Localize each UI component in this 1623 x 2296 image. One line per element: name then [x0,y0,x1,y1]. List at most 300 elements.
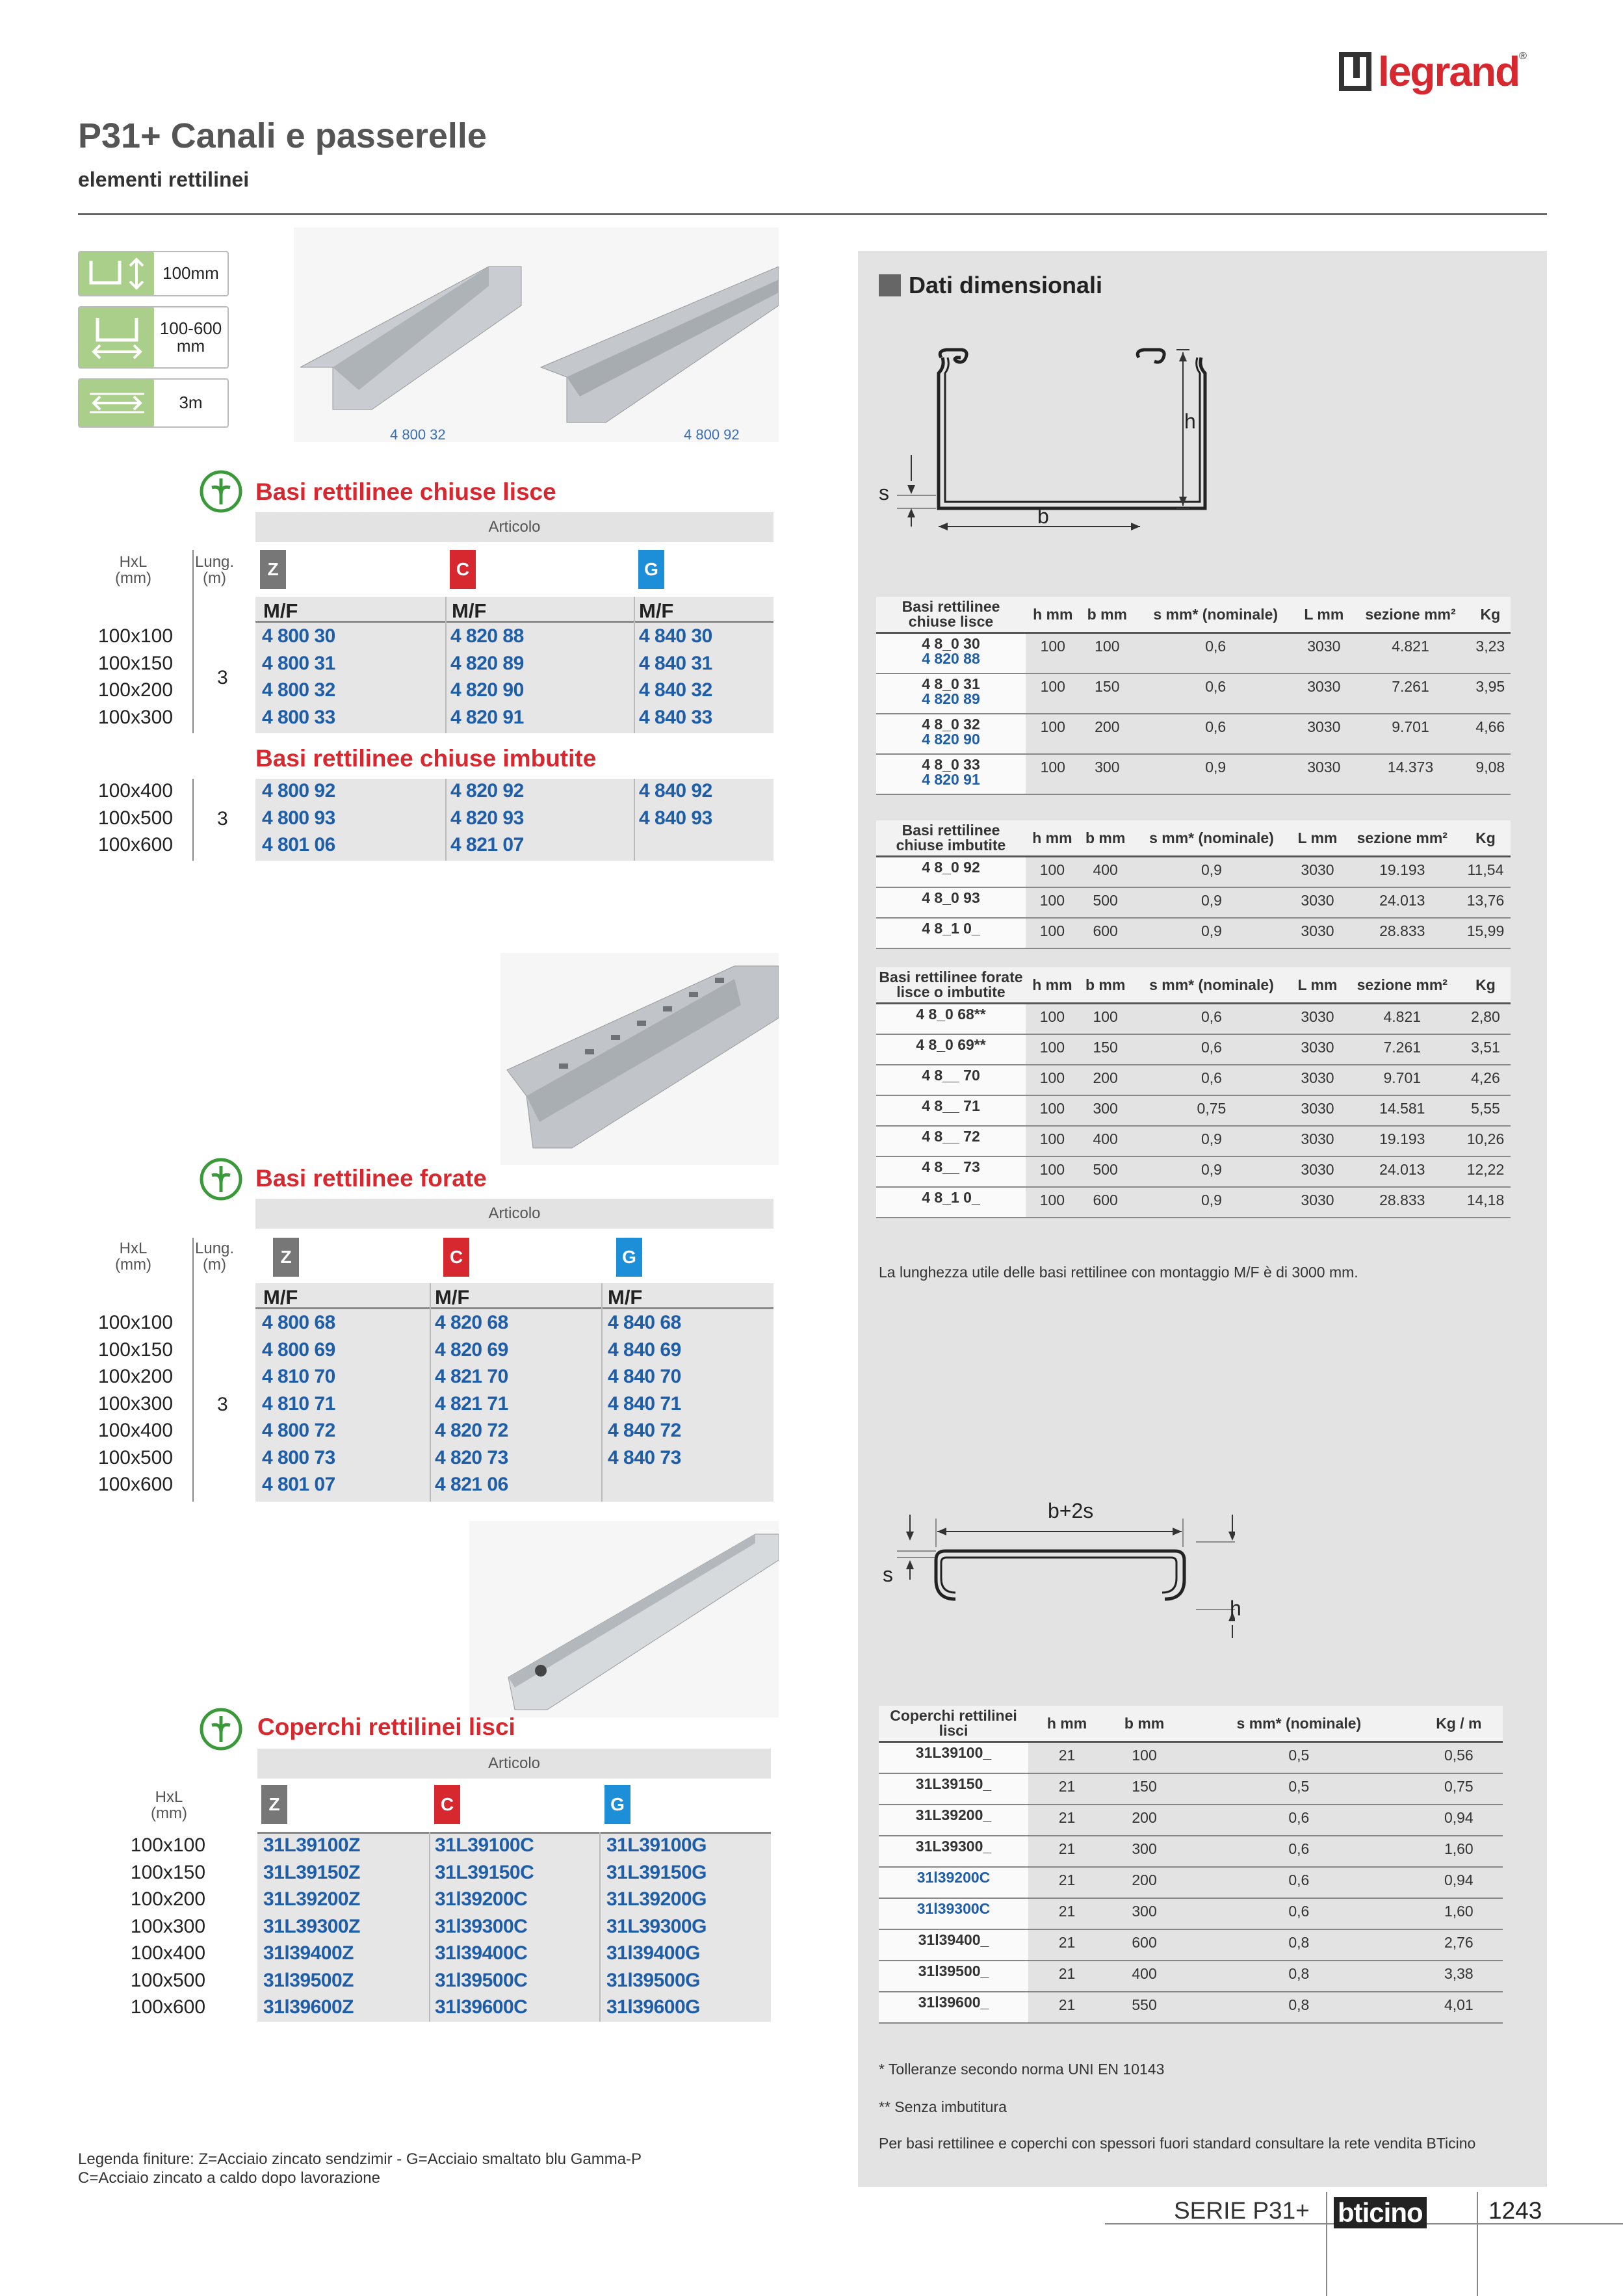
note-tolleranze: * Tolleranze secondo norma UNI EN 10143 [879,2061,1165,2078]
size-label: 100x100 [97,1312,173,1333]
row-key-code: 4 8_0 93 [922,889,980,906]
cell-l: 3030 [1291,1126,1344,1156]
size-label: 100x400 [97,780,173,802]
divider [192,550,194,733]
code-z: 4 800 33 [262,706,335,728]
size-label: 100x500 [130,1969,205,1991]
cell-sez: 28.833 [1344,918,1461,948]
length-spec [78,378,229,428]
row-key [876,754,1026,794]
cell-sez: 14.373 [1351,754,1470,794]
size-label: 100x400 [97,1420,173,1441]
table-row [879,1929,1503,1961]
row-key-code: 4 8_0 69** [916,1036,986,1053]
row-key-code: 31L39300_ [915,1837,992,1855]
code-z: 31L39200Z [263,1888,360,1910]
cell-kg: 2,76 [1415,1929,1503,1961]
code-c: 31L39100C [435,1834,534,1856]
finish-c-badge: C [450,550,476,589]
cell-b: 600 [1106,1929,1183,1961]
row-key-code: 4 8__ 70 [922,1066,980,1084]
finish-legend [78,2150,642,2188]
code-c: 4 821 71 [435,1392,508,1415]
code-c: 4 820 93 [450,807,524,829]
header-rule [78,213,1547,215]
row-key-code: 31L39100_ [915,1744,992,1761]
cell-h: 100 [1026,633,1080,673]
cell-h: 21 [1028,1836,1106,1867]
code-z: 4 800 92 [262,780,335,802]
cell-s: 0,6 [1132,1034,1292,1065]
row-key [876,918,1026,948]
code-z: 4 800 31 [262,652,335,674]
size-label: 100x600 [97,1474,173,1495]
column-header: Basi rettilinee forate lisce o imbutite [876,967,1026,1004]
cell-b: 300 [1080,754,1135,794]
eco-leaf-icon [199,1157,243,1201]
cell-s: 0,8 [1183,1992,1415,2023]
cell-sez: 19.193 [1344,857,1461,887]
size-label: 100x150 [97,652,173,674]
code-z: 4 800 73 [262,1446,335,1468]
table-row [876,673,1511,714]
cell-kg: 9,08 [1470,754,1511,794]
cell-l: 3030 [1297,673,1351,714]
cell-b: 500 [1079,887,1132,918]
mf-label-c: M/F [452,599,487,622]
row-key-alt: 4 820 90 [922,730,980,748]
code-c: 4 820 90 [450,679,524,701]
row-key [876,1156,1026,1187]
column-header: L mm [1297,597,1351,633]
code-z: 31L39100Z [263,1834,360,1856]
code-z: 4 800 30 [262,625,335,647]
cell-sez: 7.261 [1351,673,1470,714]
finish-c-badge: C [434,1785,460,1824]
diagram-label-s: s [879,481,889,504]
column-header: sezione mm² [1344,967,1461,1004]
code-g: 4 840 33 [639,706,712,728]
cell-h: 100 [1026,918,1079,948]
cell-kg: 5,55 [1461,1095,1511,1126]
cell-b: 600 [1079,1187,1132,1218]
cell-h: 100 [1026,754,1080,794]
height-icon [79,252,154,295]
table-row [879,1992,1503,2023]
cell-h: 21 [1028,1992,1106,2023]
cell-s: 0,9 [1132,918,1292,948]
cell-kg: 4,26 [1461,1065,1511,1095]
column-header: h mm [1026,597,1080,633]
cell-sez: 19.193 [1344,1126,1461,1156]
diagram-label-b2s: b+2s [1048,1499,1094,1522]
cell-kg: 1,60 [1415,1836,1503,1867]
table-row [876,714,1511,754]
section-title-chiuse-lisce: Basi rettilinee chiuse lisce [255,478,556,505]
cell-h: 100 [1026,857,1079,887]
divider [445,597,447,733]
code-z: 31l39400Z [263,1942,354,1964]
cell-s: 0,9 [1132,1126,1292,1156]
hxl-header: HxL (mm) [115,553,151,588]
table-row [876,1065,1511,1095]
finish-z-badge: Z [260,550,286,589]
cell-b: 150 [1080,673,1135,714]
row-key-code: 4 8__ 73 [922,1158,980,1175]
cell-l: 3030 [1291,1065,1344,1095]
diagram-label-s2: s [883,1563,893,1586]
page-title: P31+ Canali e passerelle [78,116,487,155]
code-g: 4 840 31 [639,652,712,674]
row-key-code: 4 8_0 32 [922,715,980,733]
code-g: 31L39150G [606,1861,707,1883]
cell-s: 0,6 [1134,714,1297,754]
column-header: s mm* (nominale) [1183,1706,1415,1742]
code-g: 4 840 68 [608,1312,681,1333]
articolo-bar: Articolo [255,1199,773,1229]
code-z: 31L39300Z [263,1915,360,1937]
cell-s: 0,75 [1132,1095,1292,1126]
table-row [876,918,1511,948]
eco-leaf-icon [199,469,243,514]
cell-l: 3030 [1297,633,1351,673]
cell-b: 500 [1079,1156,1132,1187]
cell-sez: 4.821 [1344,1004,1461,1034]
cell-kg: 13,76 [1461,887,1511,918]
row-key [879,1773,1028,1805]
cell-l: 3030 [1291,1004,1344,1034]
row-key [879,1929,1028,1961]
cell-kg: 3,95 [1470,673,1511,714]
column-header: L mm [1291,967,1344,1004]
cell-kg: 10,26 [1461,1126,1511,1156]
bticino-logo: bticino [1334,2197,1427,2228]
articolo-bar: Articolo [255,512,773,542]
divider [429,1832,430,2022]
cell-b: 200 [1079,1065,1132,1095]
column-header: s mm* (nominale) [1132,820,1292,857]
cell-s: 0,8 [1183,1961,1415,1992]
column-header: h mm [1028,1706,1106,1742]
table-header-row [879,1706,1503,1742]
row-key [879,1836,1028,1867]
table-row [879,1742,1503,1773]
cell-h: 21 [1028,1867,1106,1898]
finish-g-badge: G [638,550,664,589]
row-key [876,1187,1026,1218]
code-c: 31l39300C [435,1915,528,1937]
table-row [879,1898,1503,1929]
legrand-logo-mark [1339,52,1371,91]
code-g: 4 840 32 [639,679,712,701]
code-c: 4 820 69 [435,1338,508,1361]
code-c: 4 820 89 [450,652,524,674]
size-label: 100x600 [130,1996,205,2018]
code-z: 31l39500Z [263,1969,354,1991]
cell-l: 3030 [1291,1156,1344,1187]
cell-l: 3030 [1291,1187,1344,1218]
cell-h: 100 [1026,1095,1079,1126]
dati-table-forate [876,967,1511,1218]
size-label: 100x600 [97,834,173,855]
row-key-alt: 4 820 89 [922,690,980,707]
table-row [876,1095,1511,1126]
column-header: Kg [1470,597,1511,633]
row-key-code: 31L39200_ [915,1806,992,1823]
cell-s: 0,6 [1134,673,1297,714]
mf-label-z: M/F [263,599,298,622]
cell-b: 400 [1079,1126,1132,1156]
cell-b: 100 [1106,1742,1183,1773]
height-spec [78,251,229,296]
cell-kg: 1,60 [1415,1898,1503,1929]
cell-l: 3030 [1291,887,1344,918]
code-z: 31L39150Z [263,1861,360,1883]
row-key [876,857,1026,887]
divider [445,779,447,861]
column-header: Kg / m [1415,1706,1503,1742]
row-key-code: 4 8__ 71 [922,1097,980,1114]
cell-h: 21 [1028,1773,1106,1805]
code-g: 4 840 30 [639,625,712,647]
table-header-row [876,820,1511,857]
mf-label-c: M/F [435,1286,470,1309]
cell-b: 400 [1106,1961,1183,1992]
width-spec [78,306,229,369]
row-key-code: 4 8_1 0_ [922,919,980,937]
section-title-forate: Basi rettilinee forate [255,1165,487,1192]
code-z: 4 800 93 [262,807,335,829]
cell-kg: 3,23 [1470,633,1511,673]
column-header: b mm [1106,1706,1183,1742]
table-header-row [876,967,1511,1004]
cell-s: 0,6 [1183,1867,1415,1898]
size-label: 100x100 [97,625,173,647]
mf-header-row [255,597,773,623]
legend-line-2: C=Acciaio zincato a caldo dopo lavorazione [78,2169,380,2187]
cell-b: 300 [1079,1095,1132,1126]
mf-header-row [255,1283,773,1309]
table-header-row [876,597,1511,633]
cell-s: 0,9 [1132,1187,1292,1218]
cell-h: 100 [1026,887,1079,918]
lung-value: 3 [217,1394,228,1415]
size-label: 100x200 [97,679,173,701]
row-key [876,1034,1026,1065]
cell-b: 100 [1080,633,1135,673]
row-key [879,1742,1028,1773]
cell-s: 0,9 [1132,1156,1292,1187]
code-z: 4 801 07 [262,1474,335,1495]
lung-value: 3 [217,808,228,829]
cell-s: 0,6 [1132,1065,1292,1095]
cell-h: 100 [1026,714,1080,754]
row-key [876,1095,1026,1126]
lung-header: Lung. (m) [195,553,235,588]
divider [430,1283,431,1502]
width-label: 100-600 mm [159,318,222,356]
length-icon [79,380,154,426]
photo-caption-1: 4 800 32 [390,426,446,443]
code-g: 4 840 69 [608,1338,681,1361]
row-key-code: 31l39500_ [918,1962,989,1979]
cell-sez: 4.821 [1351,633,1470,673]
table-row [876,1187,1511,1218]
row-key [879,1867,1028,1898]
size-label: 100x150 [130,1861,205,1883]
product-photos-top [294,228,779,442]
code-g: 4 840 70 [608,1366,681,1387]
table-row [876,857,1511,887]
size-label: 100x200 [130,1888,205,1910]
cell-kg: 12,22 [1461,1156,1511,1187]
cell-s: 0,6 [1183,1836,1415,1867]
row-key-code: 31l39200C [916,1868,991,1886]
cell-kg: 3,51 [1461,1034,1511,1065]
footer-serie: SERIE P31+ [1174,2197,1310,2224]
hxl-header: HxL (mm) [151,1788,187,1823]
finish-z-badge: Z [261,1785,287,1824]
finish-g-badge: G [616,1238,642,1277]
cell-s: 0,9 [1132,887,1292,918]
code-g: 4 840 72 [608,1420,681,1441]
cell-h: 100 [1026,1034,1079,1065]
row-key-code: 4 8_0 31 [922,675,980,692]
divider [601,1283,603,1502]
page-number: 1243 [1488,2197,1542,2224]
cell-s: 0,5 [1183,1773,1415,1805]
cell-s: 0,6 [1134,633,1297,673]
note-lunghezza-utile: La lunghezza utile delle basi rettilinee con montaggio M/F è di 3000 mm. [879,1264,1358,1281]
table-row [879,1961,1503,1992]
cell-b: 600 [1079,918,1132,948]
size-label: 100x200 [97,1366,173,1387]
lung-header: Lung. (m) [195,1240,235,1274]
cell-s: 0,5 [1183,1742,1415,1773]
column-header: Kg [1461,967,1511,1004]
divider [634,597,635,733]
code-c: 4 820 73 [435,1446,508,1468]
code-g: 31l39500G [606,1969,700,1991]
cell-kg: 11,54 [1461,857,1511,887]
column-header: b mm [1079,967,1132,1004]
cell-l: 3030 [1291,1034,1344,1065]
row-key-code: 4 8_0 30 [922,635,980,652]
cell-kg: 14,18 [1461,1187,1511,1218]
product-photo-forate [500,953,779,1165]
row-key-code: 31l39400_ [918,1931,989,1948]
row-key-code: 4 8_0 92 [922,859,980,876]
code-c: 31L39150C [435,1861,534,1883]
table-row [879,1836,1503,1867]
width-icon [79,307,154,367]
code-g: 31L39300G [606,1915,707,1937]
photo-caption-2: 4 800 92 [684,426,740,443]
cell-b: 200 [1106,1867,1183,1898]
dati-title-text: Dati dimensionali [909,272,1103,298]
mf-label-g: M/F [608,1286,643,1309]
product-photo-coperchio [469,1521,779,1717]
code-g: 31l39600G [606,1996,700,2018]
cell-h: 100 [1026,1126,1079,1156]
diagram-label-h2: h [1230,1597,1241,1620]
code-g: 31L39200G [606,1888,707,1910]
divider [192,1238,194,1502]
eco-leaf-icon [199,1707,243,1751]
cell-kg: 0,94 [1415,1805,1503,1836]
table-row [876,1004,1511,1034]
row-key [879,1898,1028,1929]
finish-z-badge: Z [273,1238,299,1277]
row-key [876,673,1026,714]
column-header: Kg [1461,820,1511,857]
row-key-code: 4 8__ 72 [922,1127,980,1145]
row-key-alt: 4 820 88 [922,650,980,667]
section-title-coperchi: Coperchi rettilinei lisci [257,1714,515,1740]
row-key [876,887,1026,918]
code-c: 31l39500C [435,1969,528,1991]
cell-kg: 4,66 [1470,714,1511,754]
size-label: 100x300 [130,1915,205,1937]
footer-divider [1477,2192,1478,2296]
cell-kg: 15,99 [1461,918,1511,948]
size-label: 100x100 [130,1834,205,1856]
divider [599,1832,601,2022]
code-z: 4 800 69 [262,1338,335,1361]
table-row [876,633,1511,673]
cell-sez: 24.013 [1344,887,1461,918]
code-c: 4 821 70 [435,1366,508,1387]
column-header: L mm [1291,820,1344,857]
hxl-header: HxL (mm) [115,1240,151,1274]
finish-g-badge: G [604,1785,630,1824]
row-key [876,1065,1026,1095]
column-header: s mm* (nominale) [1132,967,1292,1004]
code-g: 4 840 93 [639,807,712,829]
cell-kg: 2,80 [1461,1004,1511,1034]
cell-kg: 0,56 [1415,1742,1503,1773]
column-header: sezione mm² [1351,597,1470,633]
code-z: 4 800 68 [262,1312,335,1333]
row-key-code: 4 8_1 0_ [922,1188,980,1206]
cell-h: 100 [1026,1065,1079,1095]
cell-s: 0,8 [1183,1929,1415,1961]
row-key-code: 31l39300C [916,1899,991,1917]
code-z: 31l39600Z [263,1996,354,2018]
cell-kg: 0,75 [1415,1773,1503,1805]
legrand-logo [1339,46,1553,98]
dati-table-coperchi [879,1706,1503,2024]
cell-s: 0,6 [1132,1004,1292,1034]
cell-b: 300 [1106,1898,1183,1929]
registered-mark: ® [1519,51,1527,62]
column-header: s mm* (nominale) [1134,597,1297,633]
table-row [879,1867,1503,1898]
row-key [879,1961,1028,1992]
cell-l: 3030 [1297,714,1351,754]
footer-divider [1326,2192,1327,2296]
legend-line-1: Legenda finiture: Z=Acciaio zincato sendzimir - G=Acciaio smaltato blu Gamma-P [78,2150,642,2168]
code-c: 4 820 68 [435,1312,508,1333]
table-row [876,1034,1511,1065]
note-senza-imbutitura: ** Senza imbutitura [879,2098,1007,2115]
brand-name: legrand [1378,48,1520,95]
note-spessori: Per basi rettilinee e coperchi con spessori fuori standard consultare la rete vendita BTicino [879,2135,1476,2152]
diagram-label-h: h [1184,410,1196,433]
code-g: 31l39400G [606,1942,700,1964]
row-key-code: 4 8_0 33 [922,755,980,773]
cell-b: 400 [1079,857,1132,887]
